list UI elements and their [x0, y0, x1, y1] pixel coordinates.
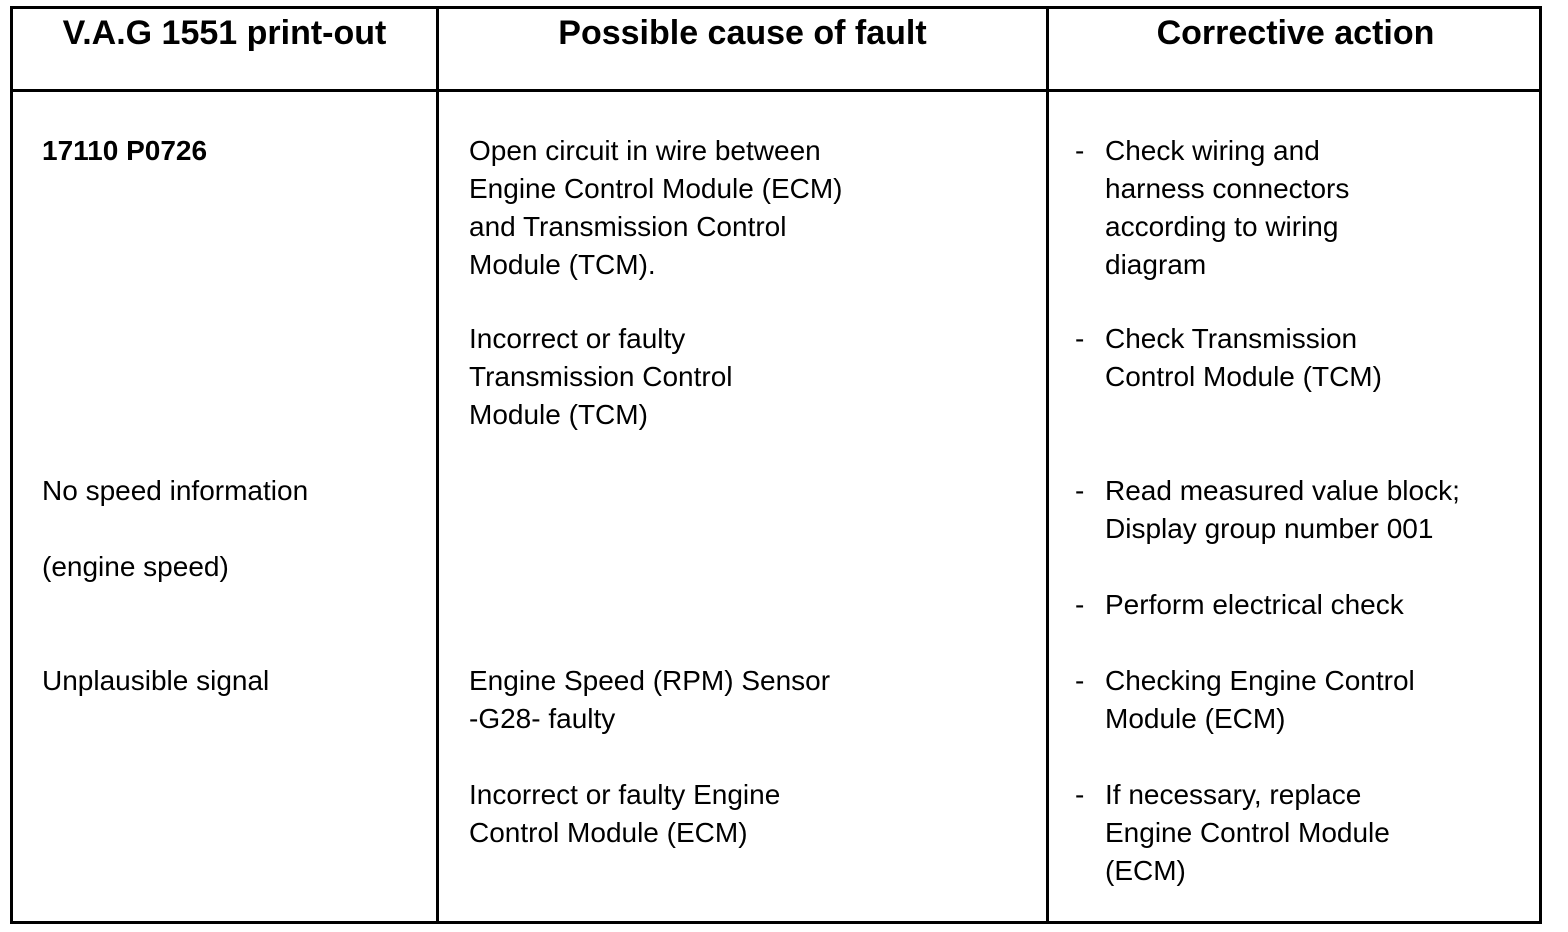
action-line: (ECM) [1105, 855, 1186, 886]
column-divider-1 [436, 9, 439, 921]
cause-line: Transmission Control [469, 361, 733, 392]
bullet-dash: - [1075, 135, 1085, 166]
printout-no-speed: No speed information [42, 475, 309, 506]
bullet-dash: - [1075, 323, 1085, 354]
cause-line: Incorrect or faulty Engine [469, 779, 781, 810]
cause-line: Incorrect or faulty [469, 323, 686, 354]
fault-table [10, 6, 1542, 924]
action-line: Check Transmission [1105, 323, 1358, 354]
cause-faulty-tcm [469, 320, 732, 434]
action-line: harness connectors [1105, 173, 1350, 204]
header-printout: V.A.G 1551 print-out [62, 14, 387, 52]
cause-faulty-ecm [469, 776, 780, 852]
action-line: Checking Engine Control [1105, 665, 1415, 696]
cause-open-circuit [469, 132, 843, 284]
action-line: Module (ECM) [1105, 703, 1286, 734]
action-line: Read measured value block; [1105, 475, 1460, 506]
bullet-dash: - [1075, 779, 1085, 810]
action-line: Engine Control Module [1105, 817, 1390, 848]
bullet-dash: - [1075, 589, 1085, 620]
cause-rpm-sensor [469, 662, 830, 738]
printout-engine-speed: (engine speed) [42, 551, 229, 582]
cause-line: Engine Speed (RPM) Sensor [469, 665, 831, 696]
action-line: Perform electrical check [1105, 589, 1404, 620]
action-line: Display group number 001 [1105, 513, 1434, 544]
column-divider-2 [1046, 9, 1049, 921]
header-divider [13, 89, 1539, 92]
cause-line: Control Module (ECM) [469, 817, 748, 848]
cause-line: -G28- faulty [469, 703, 616, 734]
fault-code: 17110 P0726 [42, 135, 208, 166]
printout-unplausible: Unplausible signal [42, 665, 270, 696]
cause-line: Open circuit in wire between [469, 135, 821, 166]
action-line: Control Module (TCM) [1105, 361, 1382, 392]
action-line: If necessary, replace [1105, 779, 1362, 810]
header-cause: Possible cause of fault [558, 14, 927, 52]
bullet-dash: - [1075, 665, 1085, 696]
bullet-dash: - [1075, 475, 1085, 506]
header-action: Corrective action [1156, 14, 1435, 52]
action-line: diagram [1105, 249, 1207, 280]
action-line: Check wiring and [1105, 135, 1320, 166]
action-line: according to wiring [1105, 211, 1339, 242]
cause-line: Module (TCM) [469, 399, 648, 430]
cause-line: and Transmission Control [469, 211, 787, 242]
cause-line: Module (TCM). [469, 249, 656, 280]
cause-line: Engine Control Module (ECM) [469, 173, 843, 204]
